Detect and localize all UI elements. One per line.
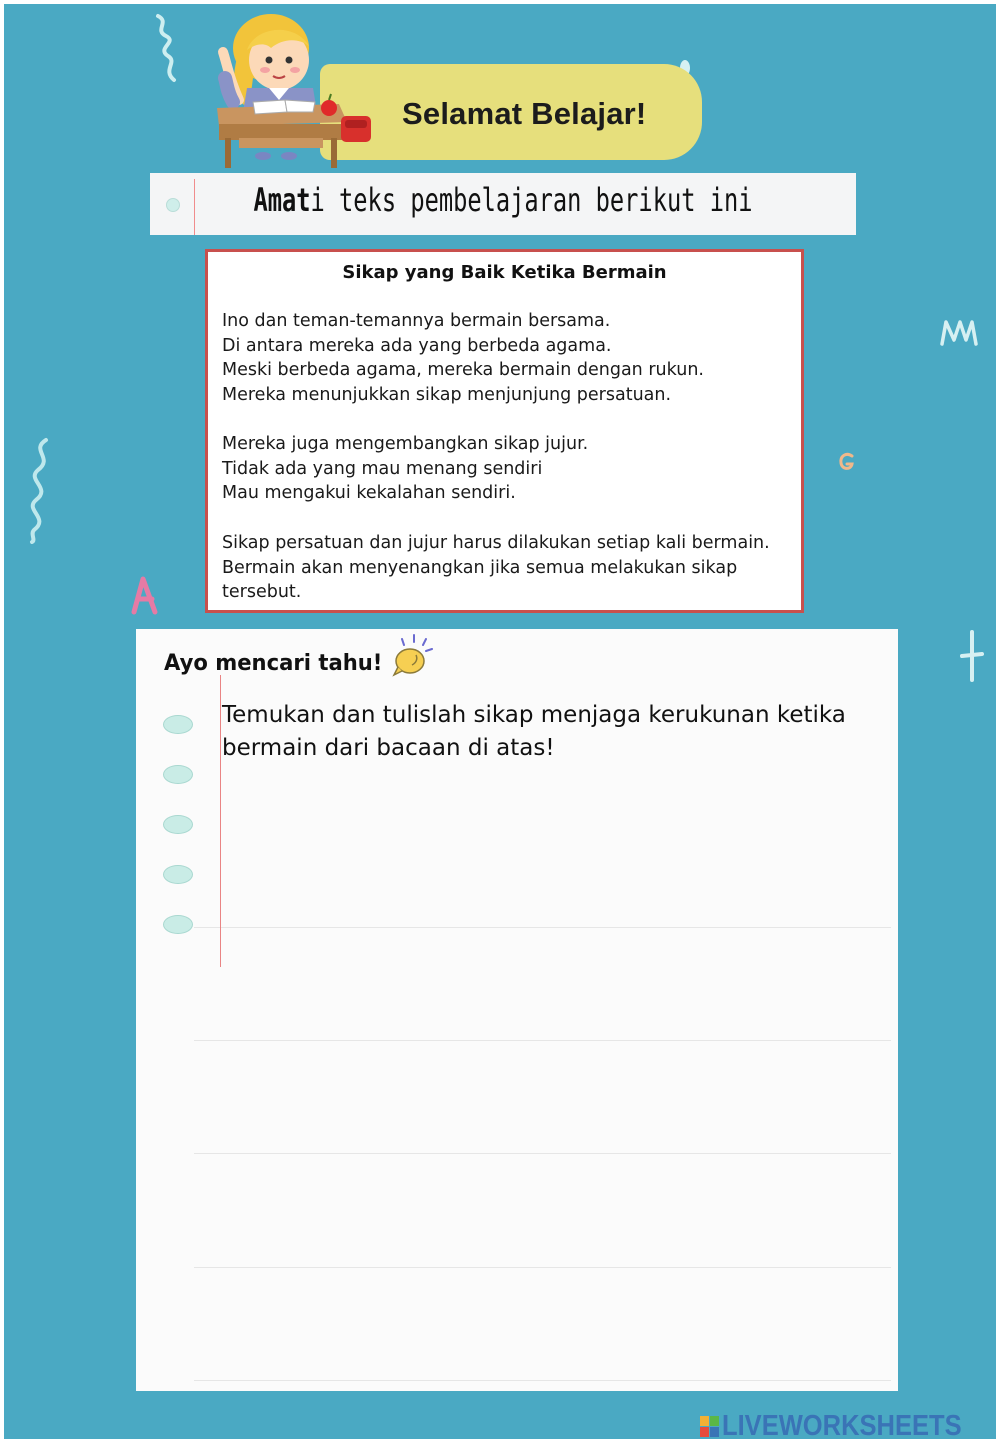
- reading-paragraph-1: [222, 309, 797, 408]
- reading-card: [205, 249, 804, 613]
- notebook-punch-hole: [163, 815, 193, 834]
- activity-notebook: [136, 629, 898, 1391]
- cross-doodle: [958, 628, 986, 684]
- activity-heading: Ayo mencari tahu!: [164, 651, 383, 676]
- instruction-title-rest: i teks pembelajaran berikut ini: [310, 181, 753, 219]
- worksheet-page: [4, 4, 996, 1439]
- ruled-line: [194, 1380, 891, 1381]
- strip-punch-hole: [166, 198, 180, 212]
- instruction-title: [242, 181, 764, 219]
- notebook-punch-hole: [163, 715, 193, 734]
- strip-margin-line: [194, 179, 195, 235]
- m-doodle-right: [938, 316, 980, 348]
- reading-line: Bermain akan menyenangkan jika semua melakukan sikap: [222, 557, 738, 578]
- activity-task: Temukan dan tulislah sikap menjaga kerukunan ketika bermain dari bacaan di atas!: [222, 702, 846, 761]
- squiggle-doodle-left: [24, 436, 58, 544]
- squiggle-doodle-top-left: [150, 12, 186, 84]
- notebook-punch-hole: [163, 865, 193, 884]
- reading-line: Mau mengakui kekalahan sendiri.: [222, 483, 516, 504]
- g-doodle: [836, 450, 858, 474]
- greeting-title: Selamat Belajar!: [402, 96, 647, 131]
- notebook-punch-hole: [163, 765, 193, 784]
- ruled-line: [194, 1040, 891, 1041]
- reading-line: Sikap persatuan dan jujur harus dilakukan setiap kali bermain.: [222, 533, 770, 553]
- instruction-strip: [150, 173, 856, 235]
- liveworksheets-logo-icon: [700, 1416, 720, 1438]
- reading-line: Mereka juga mengembangkan sikap jujur.: [222, 434, 589, 454]
- reading-line: Meski berbeda agama, mereka bermain dengan rukun.: [222, 360, 704, 381]
- letter-a-doodle: [128, 574, 162, 616]
- notebook-punch-hole: [163, 915, 193, 934]
- brand-name: LIVEWORKSHEETS: [722, 1410, 962, 1439]
- reading-line: Tidak ada yang mau menang sendiri: [222, 458, 543, 479]
- reading-line: Mereka menunjukkan sikap menjunjung persatuan.: [222, 385, 672, 406]
- reading-paragraph-2: [222, 432, 797, 506]
- lightbulb-icon: [388, 633, 438, 683]
- ruled-line: [194, 1267, 891, 1268]
- reading-paragraph-3: [222, 531, 797, 605]
- footer-brand: [700, 1410, 996, 1439]
- reading-line: Ino dan teman-temannya bermain bersama.: [222, 311, 611, 331]
- ruled-line: [194, 927, 891, 928]
- girl-at-desk-illustration: [209, 8, 379, 173]
- reading-line: tersebut.: [222, 582, 302, 603]
- reading-title: Sikap yang Baik Ketika Bermain: [342, 262, 667, 283]
- reading-line: Di antara mereka ada yang berbeda agama.: [222, 335, 612, 356]
- instruction-title-lead: Amat: [253, 181, 311, 219]
- ruled-line: [194, 1153, 891, 1154]
- notebook-margin-line: [220, 675, 221, 967]
